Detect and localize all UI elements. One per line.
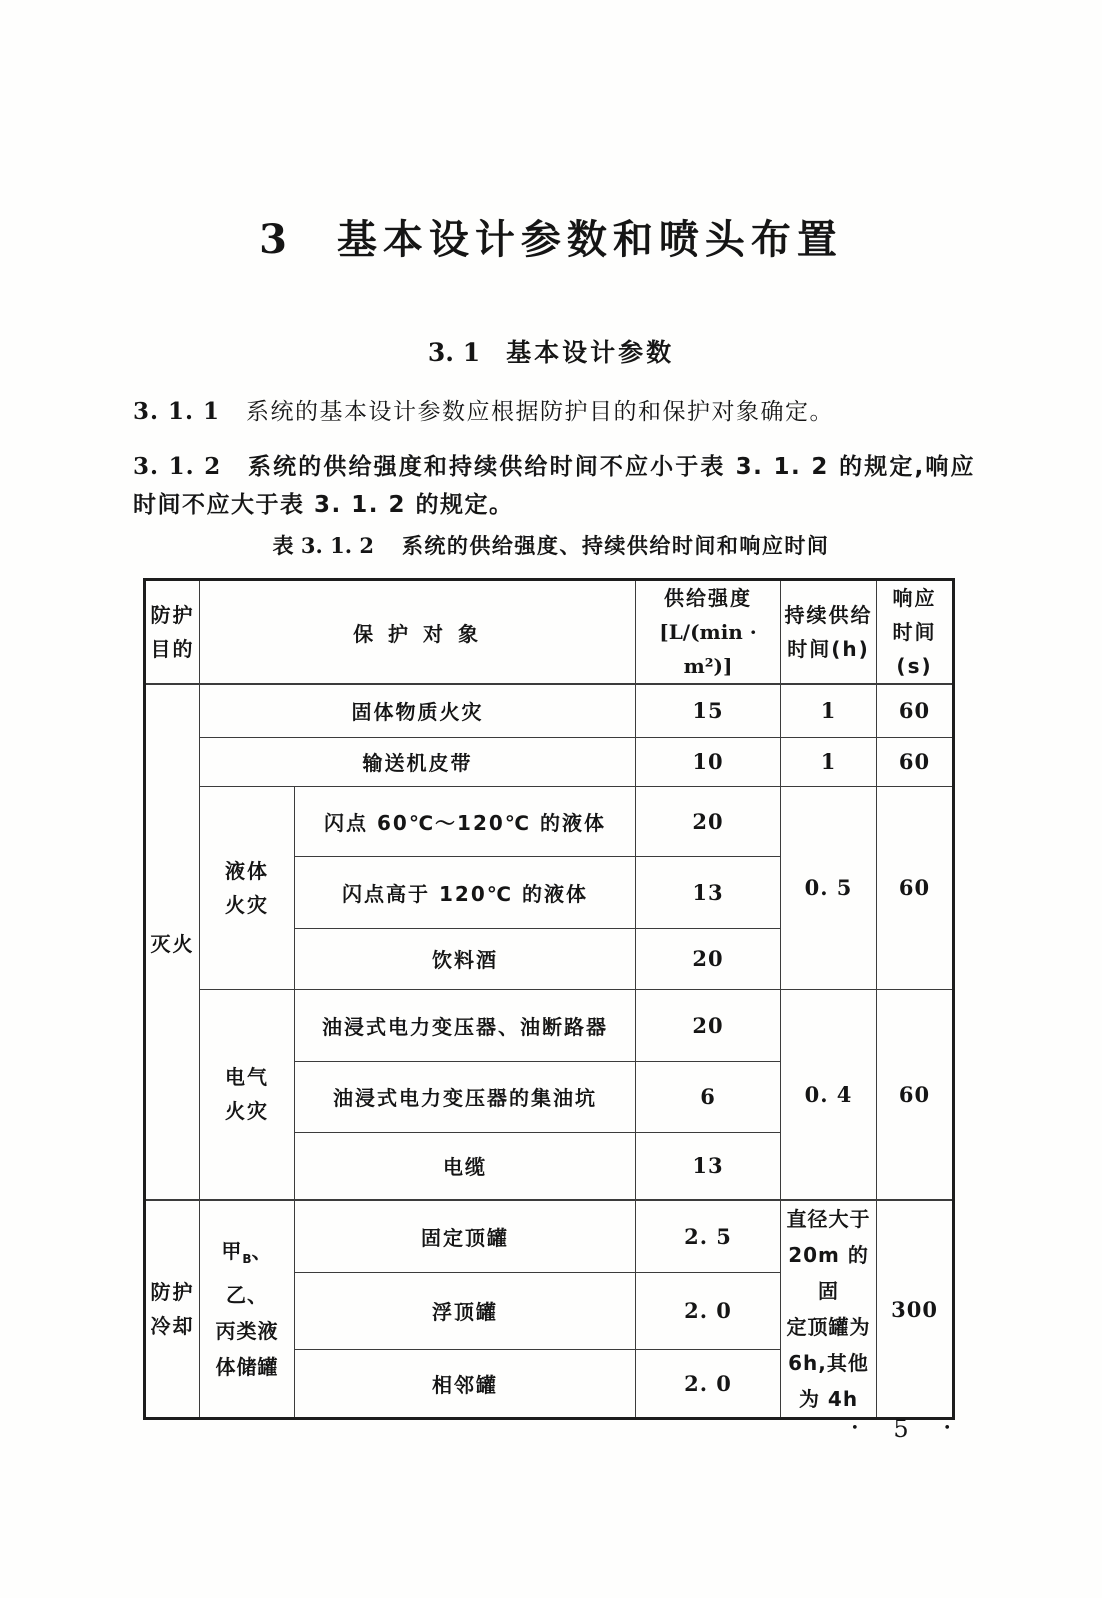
page-number: 5 [893,1415,909,1443]
cell-target: 闪点高于 120℃ 的液体 [295,856,636,928]
cell-response: 60 [877,737,954,786]
tank-class-subscript: B [242,1252,252,1266]
cell-purpose-cooling [145,1200,200,1419]
section-heading [0,339,1102,367]
footer-dot-left: • [851,1421,859,1436]
cell-target: 油浸式电力变压器的集油坑 [295,1061,636,1132]
header-duration-line2: 时间(h) [787,637,870,661]
page-footer [851,1414,951,1444]
header-cell-intensity [636,580,781,685]
tank-class-main: 甲 [221,1239,243,1263]
cell-purpose-extinguish: 灭火 [145,684,200,1200]
cell-intensity: 2. 0 [636,1349,781,1419]
table-header-row [145,580,954,685]
cell-group-liquid [200,786,295,989]
table-row [145,737,954,786]
group-tanks-line3: 体储罐 [215,1355,279,1379]
cell-response: 300 [877,1200,954,1419]
group-liquid-line1: 液体 [225,858,269,883]
group-electrical-line1: 电气 [225,1065,269,1090]
cell-duration: 0. 5 [781,786,877,989]
chapter-title: 基本设计参数和喷头布置 [336,216,843,263]
cell-intensity: 20 [636,989,781,1061]
cell-intensity: 15 [636,684,781,737]
cell-intensity: 13 [636,1132,781,1200]
duration-note-line: 直径大于 [786,1207,871,1231]
table-row [145,1200,954,1272]
section-title: 基本设计参数 [506,338,675,367]
cell-target: 输送机皮带 [200,737,636,786]
cell-response: 60 [877,684,954,737]
purpose-cooling-line1: 防护 [150,1280,195,1304]
cell-duration: 0. 4 [781,989,877,1200]
cell-target: 固定顶罐 [295,1200,636,1272]
footer-dot-right: • [943,1421,951,1436]
purpose-cooling-line2: 冷却 [150,1314,195,1338]
table-caption [0,533,1102,559]
clause-text: 系统的基本设计参数应根据防护目的和保护对象确定。 [246,399,835,425]
header-purpose-line1: 防护 [150,603,195,627]
chapter-number: 3 [259,216,287,263]
cell-intensity: 2. 5 [636,1200,781,1272]
table-row [145,989,954,1061]
duration-note-line: 为 4h [798,1387,859,1411]
group-tanks-line2: 丙类液 [215,1319,279,1343]
header-cell-target: 保 护 对 象 [200,580,636,685]
header-cell-purpose [145,580,200,685]
cell-intensity: 20 [636,786,781,856]
tank-class-rest: 、乙、 [226,1239,273,1307]
clause-3-1-2 [133,448,975,524]
cell-target: 油浸式电力变压器、油断路器 [295,989,636,1061]
header-cell-response [877,580,954,685]
cell-duration: 1 [781,737,877,786]
cell-target: 相邻罐 [295,1349,636,1419]
cell-target: 闪点 60℃～120℃ 的液体 [295,786,636,856]
spec-table [143,578,955,1420]
duration-note-line: 定顶罐为 [786,1315,871,1339]
clause-number: 3. 1. 1 [133,398,221,425]
cell-response: 60 [877,786,954,989]
group-liquid-line2: 火灾 [225,892,269,917]
cell-intensity: 20 [636,928,781,989]
cell-target: 饮料酒 [295,928,636,989]
header-intensity-line1: 供给强度 [664,586,753,610]
header-intensity-unit: [L/(min · m²)] [659,620,757,678]
table-caption-label: 表 3. 1. 2 [272,533,374,558]
cell-response: 60 [877,989,954,1200]
duration-note-line: 20m 的固 [788,1243,869,1303]
cell-intensity: 13 [636,856,781,928]
cell-duration-note [781,1200,877,1419]
clause-number: 3. 1. 2 [133,453,222,480]
table-row [145,786,954,856]
section-number: 3. 1 [427,338,481,367]
group-tanks-line1 [202,1233,292,1313]
table-caption-title: 系统的供给强度、持续供给时间和响应时间 [401,534,830,558]
header-purpose-line2: 目的 [150,637,195,661]
header-response-line2: 时间(s) [892,620,937,678]
group-electrical-line2: 火灾 [225,1099,269,1124]
cell-intensity: 6 [636,1061,781,1132]
clause-3-1-1 [133,396,975,428]
cell-intensity: 2. 0 [636,1272,781,1349]
cell-intensity: 10 [636,737,781,786]
duration-note-line: 6h,其他 [788,1351,869,1375]
header-duration-line1: 持续供给 [784,603,873,627]
cell-target: 浮顶罐 [295,1272,636,1349]
chapter-heading [0,218,1102,262]
cell-group-tanks [200,1200,295,1419]
header-cell-duration [781,580,877,685]
table-row [145,684,954,737]
clause-text: 系统的供给强度和持续供给时间不应小于表 3. 1. 2 的规定,响应时间不应大于表 3. 1. 2 的规定。 [133,454,975,518]
header-response-line1: 响应 [892,586,937,610]
cell-duration: 1 [781,684,877,737]
cell-group-electrical [200,989,295,1200]
cell-target: 固体物质火灾 [200,684,636,737]
cell-target: 电缆 [295,1132,636,1200]
